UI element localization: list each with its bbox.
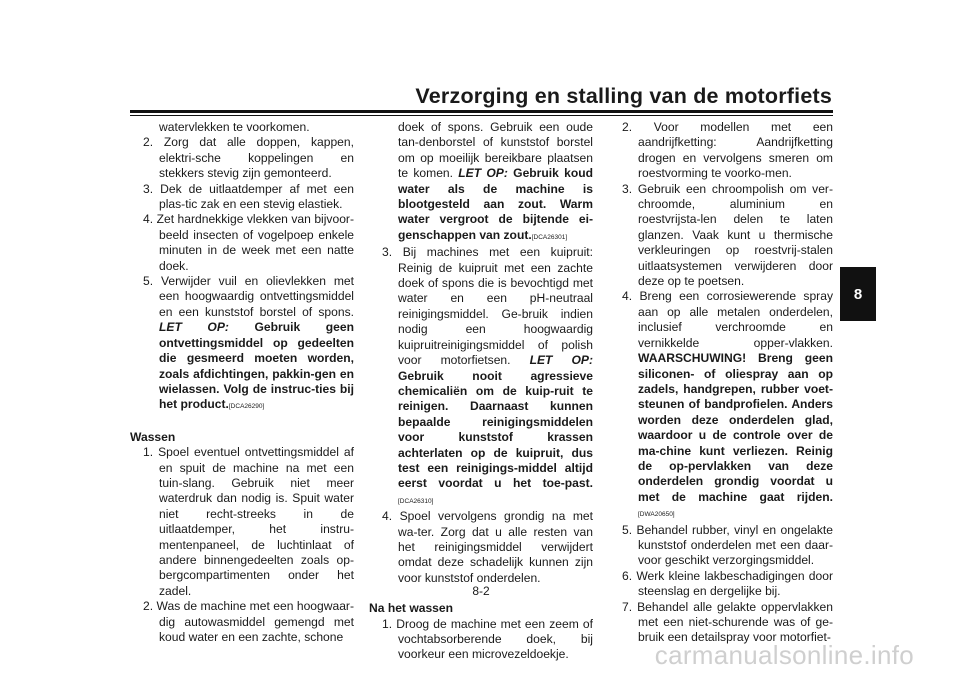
chapter-tab: [840, 267, 876, 321]
text-column-1: [130, 120, 354, 645]
paragraph-continuation: doek of spons. Gebruik een oude tan-denborstel of kunststof borstel om op moeilijk bereikbare plaatsen te komen. LET OP: Gebruik koud water als de machine is blootgesteld aan zout. Warm water vergroot de bijtende ei-genschappen van zout.[DCA26301]: [398, 120, 594, 242]
list-item: 2. Zorg dat alle doppen, kappen, elektri-sche koppelingen en stekkers stevig zijn gemonteerd.: [143, 135, 354, 181]
reference-code: [DCA26290]: [228, 403, 265, 411]
list-item: 2. Was de machine met een hoogwaar-dig autowasmiddel gemengd met koud water en een zachte, schone: [143, 599, 354, 644]
caution-text: Gebruik koud water als de machine is blootgesteld aan zout. Warm water vergroot de bijtende ei-genschappen van zout.: [398, 166, 594, 242]
caution-text: Gebruik nooit agressieve chemicaliën om de kuip-ruit te reinigen. Daarnaast kunnen bepaalde reinigingsmiddelen voor kunststof krassen achterlaten op de kuipruit, dus test een reinigings-middel altijd eerst voordat u het toe-past.: [398, 368, 593, 491]
reference-code: [DWA20650]: [638, 511, 675, 519]
caution-label: LET OP:: [159, 320, 229, 335]
section-heading-na-het-wassen: Na het wassen: [369, 601, 454, 616]
list-item: 5. Behandel rubber, vinyl en ongelakte kunststof onderdelen met een daar-voor geschikt verzorgingsmiddel.: [622, 522, 833, 568]
list-item: 1. Spoel eventuel ontvettingsmiddel af en spuit de machine na met een tuin-slang. Gebruik niet meer waterdruk dan nodig is. Spuit water niet recht-streeks in de uitlaatdemper, het instru-mentenpaneel, de luchtinlaat of andere binnengedeelten zoals op-bergcompartimenten onder het zadel.: [143, 445, 354, 598]
list-item: 4. Spoel vervolgens grondig na met wa-ter. Zorg dat u alle resten van het reinigingsmiddel verwijdert omdat deze schadelijk kunnen zijn voor kunststof onderdelen.: [382, 509, 593, 585]
list-item: 6. Werk kleine lakbeschadigingen door steenslag en dergelijke bij.: [622, 568, 833, 599]
page-header-title: Verzorging en stalling van de motorfiets: [415, 84, 832, 108]
header-rule-thick: [130, 110, 833, 113]
list-item: 7. Behandel alle gelakte oppervlakken met een niet-schurende was of ge-bruik een detailspray voor motorfiet-: [622, 599, 833, 645]
warning-text: Breng geen siliconen- of oliespray aan op zadels, handgrepen, rubber voet-steunen of bandprofielen. Anders worden deze onderdelen glad, waardoor u de controle over de ma-chine kunt verliezen. Reinig de op-pervlakken van deze onderdelen grondig voordat u met de machine gaat rijden.: [638, 351, 833, 504]
caution-label: LET OP:: [529, 353, 593, 368]
caution-text: Gebruik geen ontvettingsmiddel op gedeelten die gesmeerd moeten worden, zoals afdichtingen, pakkin-gen en wielassen. Volg de instruc-ties bij het product.: [159, 320, 354, 412]
warning-label: WAARSCHUWING!: [638, 351, 747, 366]
watermark-text: carmanualsonline.info: [654, 640, 914, 670]
list-item: 4. Zet hardnekkige vlekken van bijvoor-beeld insecten of vogelpoep enkele minuten in de week met een natte doek.: [143, 212, 354, 273]
reference-code: [DCA26301]: [531, 233, 568, 241]
list-item: 3. Bij machines met een kuipruit: Reinig de kuipruit met een zachte doek of spons die is bevochtigd met water en een pH-neutraal reinigingsmiddel. Ge-bruik indien nodig een hoogwaardig kuipruitreinigingsmiddel of polish voor motorfietsen. LET OP: Gebruik nooit agressieve chemicaliën om de kuip-ruit te reinigen. Daarnaast kunnen bepaalde reinigingsmiddelen voor kunststof krassen achterlaten op de kuipruit, dus test een reinigings-middel altijd eerst voordat u het toe-past.[DCA26310]: [382, 245, 593, 505]
text-column-2: [369, 120, 593, 663]
caution-label: LET OP:: [458, 166, 508, 181]
list-item: 4. Breng een corrosiewerende spray aan op alle metalen onderdelen, inclusief verchroomde en vernikkelde opper-vlakken. WAARSCHUWING! Breng geen siliconen- of oliespray aan op zadels, handgrepen, rubber voet-steunen of bandprofielen. Anders worden deze onderdelen glad, waardoor u de controle over de ma-chine kunt verliezen. Reinig de op-pervlakken van deze onderdelen grondig voordat u met de machine gaat rijden.[DWA20650]: [622, 289, 833, 519]
page-number: 8-2: [472, 584, 490, 598]
reference-code: [DCA26310]: [398, 497, 434, 505]
text-column-3: [609, 120, 833, 646]
list-item: 3. Dek de uitlaatdemper af met een plas-tic zak en een stevig elastiek.: [143, 181, 354, 212]
paragraph-continuation: watervlekken te voorkomen.: [159, 120, 310, 134]
list-item: 3. Gebruik een chroompolish om ver-chroomde, aluminium en roestvrijsta-len delen te laten glanzen. Vaak kunt u thermische verkleuringen op roestvrij-stalen uitlaatsystemen verwijderen door deze op te poetsen.: [622, 181, 833, 289]
chapter-number: 8: [853, 285, 863, 303]
list-item: 1. Droog de machine met een zeem of vochtabsorberende doek, bij voorkeur een microvezeldoekje.: [382, 616, 593, 662]
header-rule-thin: [130, 115, 833, 116]
section-heading-wassen: Wassen: [130, 429, 176, 444]
list-item: 5. Verwijder vuil en olievlekken met een hoogwaardig ontvettingsmiddel en een kunststof borstel of spons. LET OP: Gebruik geen ontvettingsmiddel op gedeelten die gesmeerd moeten worden, zoals afdichtingen, pakkin-gen en wielassen. Volg de instruc-ties bij het product.[DCA26290]: [143, 274, 354, 412]
list-item: 2. Voor modellen met een aandrijfketting: Aandrijfketting drogen en vervolgens smeren om roestvorming te voorko-men.: [622, 120, 833, 181]
